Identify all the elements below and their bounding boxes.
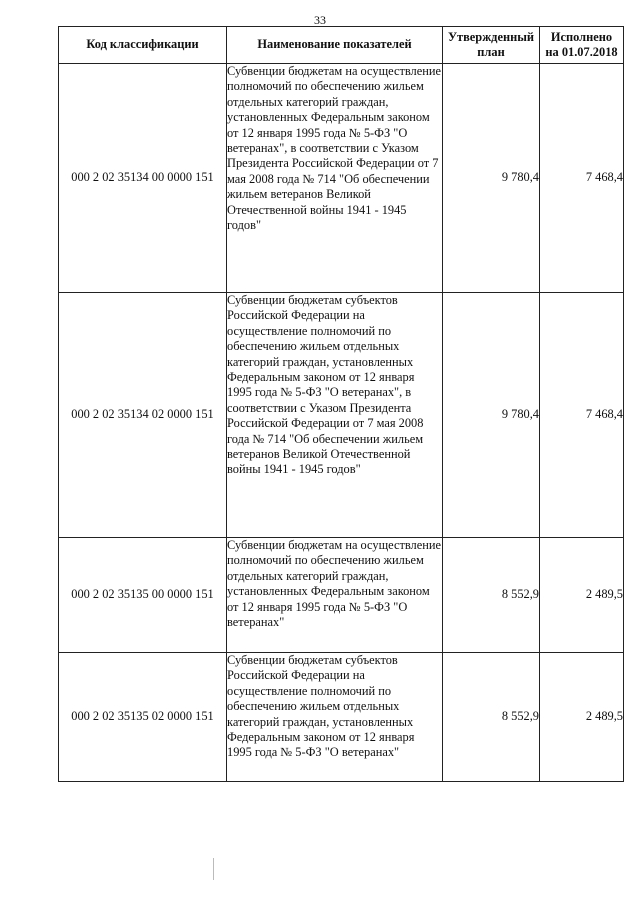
- classification-code: 000 2 02 35134 00 0000 151: [59, 64, 227, 293]
- classification-code: 000 2 02 35135 02 0000 151: [59, 653, 227, 782]
- page-number: 33: [314, 13, 326, 27]
- table-row: [59, 653, 624, 782]
- scan-margin-mark: [213, 858, 214, 880]
- table-row: [59, 538, 624, 653]
- table-row: [59, 293, 624, 538]
- executed-value: 2 489,5: [540, 538, 624, 653]
- header-plan-line2: план: [477, 45, 505, 59]
- header-plan-line1: Утвержденный: [447, 29, 535, 44]
- header-executed-line1: Исполнено: [550, 29, 613, 44]
- header-name: Наименование показателей: [227, 27, 443, 64]
- executed-value: 7 468,4: [540, 64, 624, 293]
- approved-plan-value: 9 780,4: [443, 64, 540, 293]
- budget-table: [58, 26, 624, 782]
- header-plan: [443, 27, 540, 64]
- approved-plan-value: 8 552,9: [443, 538, 540, 653]
- classification-code: 000 2 02 35135 00 0000 151: [59, 538, 227, 653]
- executed-value: 2 489,5: [540, 653, 624, 782]
- header-executed: [540, 27, 624, 64]
- executed-value: 7 468,4: [540, 293, 624, 538]
- indicator-name: Субвенции бюджетам на осуществление полномочий по обеспечению жильем отдельных категорий граждан, установленных Федеральным законом от 12 января 1995 года № 5-ФЗ "О ветеранах": [227, 538, 443, 653]
- table-row: [59, 64, 624, 293]
- header-executed-line2: на 01.07.2018: [545, 45, 618, 59]
- table-header-row: [59, 27, 624, 64]
- approved-plan-value: 8 552,9: [443, 653, 540, 782]
- indicator-name: Субвенции бюджетам субъектов Российской Федерации на осуществление полномочий по обеспечению жильем отдельных категорий граждан, установленных Федеральным законом от 12 января 1995 года № 5-ФЗ "О ветеранах", в соответствии с Указом Президента Российской Федерации от 7 мая 2008 года № 714 "Об обеспечении жильем ветеранов Великой Отечественной войны 1941 - 1945 годов": [227, 293, 443, 538]
- header-code: Код классификации: [59, 27, 227, 64]
- classification-code: 000 2 02 35134 02 0000 151: [59, 293, 227, 538]
- approved-plan-value: 9 780,4: [443, 293, 540, 538]
- indicator-name: Субвенции бюджетам субъектов Российской Федерации на осуществление полномочий по обеспечению жильем отдельных категорий граждан, установленных Федеральным законом от 12 января 1995 года № 5-ФЗ "О ветеранах": [227, 653, 443, 782]
- indicator-name: Субвенции бюджетам на осуществление полномочий по обеспечению жильем отдельных категорий граждан, установленных Федеральным законом от 12 января 1995 года № 5-ФЗ "О ветеранах", в соответствии с Указом Президента Российской Федерации от 7 мая 2008 года № 714 "Об обеспечении жильем ветеранов Великой Отечественной войны 1941 - 1945 годов": [227, 64, 443, 293]
